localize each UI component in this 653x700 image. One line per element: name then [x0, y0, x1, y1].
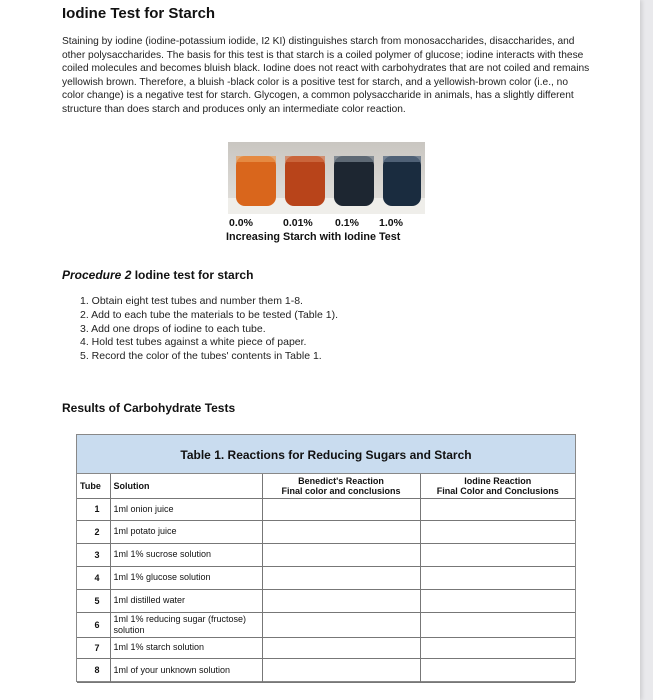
benedict-label: Benedict's Reaction	[298, 475, 384, 486]
intro-paragraph: Staining by iodine (iodine-potassium iodide, I2 KI) distinguishes starch from monosaccharides, disaccharides, and other polysaccharides. The basis for this test is that starch is a coiled polymer of glucose; iodine interacts with these coiled molecules and becomes bluish black. Iodine does not react with carbohydrates that are not coiled and remains yellowish brown. Therefore, a bluish -black color is a positive test for starch, and a yellowish-brown color (i.e., no color change) is a negative test for starch. Glycogen, a common polysaccharide in animals, has a slightly different structure than does starch and produces only an intermediate color reaction.	[62, 36, 590, 115]
table-row	[77, 658, 575, 682]
solution-cell: 1ml potato juice	[110, 520, 262, 543]
col-header-solution: Solution	[110, 474, 262, 498]
test-tube-1	[236, 156, 276, 206]
table-header-row	[77, 474, 575, 498]
solution-cell: 1ml 1% starch solution	[110, 637, 262, 658]
tube-label: 0.01%	[283, 217, 313, 229]
table-row	[77, 498, 575, 520]
results-heading: Results of Carbohydrate Tests	[62, 401, 236, 415]
solution-cell: 1ml onion juice	[110, 498, 262, 520]
benedict-cell[interactable]	[262, 566, 420, 589]
benedict-cell[interactable]	[262, 498, 420, 520]
benedict-sublabel: Final color and conclusions	[281, 485, 401, 496]
procedure-step: 5. Record the color of the tubes' contents in Table 1.	[80, 350, 322, 363]
solution-cell: 1ml 1% reducing sugar (fructose) solution	[110, 612, 262, 637]
iodine-sublabel: Final Color and Conclusions	[436, 485, 559, 496]
results-grid	[77, 474, 575, 683]
col-header-tube: Tube	[77, 474, 110, 498]
solution-cell: 1ml 1% glucose solution	[110, 566, 262, 589]
procedure-step: 2. Add to each tube the materials to be tested (Table 1).	[80, 308, 338, 321]
procedure-heading	[62, 268, 253, 282]
table-row	[77, 566, 575, 589]
iodine-cell[interactable]	[420, 566, 575, 589]
procedure-steps	[80, 295, 338, 364]
solution-cell: 1ml 1% sucrose solution	[110, 543, 262, 566]
test-tube-3	[334, 156, 374, 206]
iodine-label: Iodine Reaction	[464, 475, 532, 486]
tube-label: 0.0%	[229, 217, 253, 229]
tube-number: 4	[77, 566, 110, 589]
procedure-name: Iodine test for starch	[131, 268, 254, 282]
tube-number: 3	[77, 543, 110, 566]
procedure-step: 4. Hold test tubes against a white piece of paper.	[80, 336, 307, 349]
test-tube-2	[285, 156, 325, 206]
table-row	[77, 589, 575, 612]
procedure-step: 3. Add one drops of iodine to each tube.	[80, 322, 266, 335]
tube-number: 6	[77, 612, 110, 637]
tube-number: 5	[77, 589, 110, 612]
iodine-test-photo	[228, 142, 425, 214]
test-tube-4	[383, 156, 421, 206]
tube-number: 1	[77, 498, 110, 520]
iodine-cell[interactable]	[420, 589, 575, 612]
iodine-cell[interactable]	[420, 498, 575, 520]
table-row	[77, 543, 575, 566]
solution-cell: 1ml distilled water	[110, 589, 262, 612]
iodine-cell[interactable]	[420, 612, 575, 637]
table-row	[77, 520, 575, 543]
tube-number: 8	[77, 658, 110, 682]
solution-cell: 1ml of your unknown solution	[110, 658, 262, 682]
page-title: Iodine Test for Starch	[62, 5, 216, 22]
benedict-cell[interactable]	[262, 520, 420, 543]
benedict-cell[interactable]	[262, 612, 420, 637]
figure-caption: Increasing Starch with Iodine Test	[226, 231, 401, 243]
table-row	[77, 637, 575, 658]
tube-number: 2	[77, 520, 110, 543]
benedict-cell[interactable]	[262, 589, 420, 612]
col-header-benedict	[262, 474, 420, 498]
table-row	[77, 612, 575, 637]
benedict-cell[interactable]	[262, 637, 420, 658]
reactions-table	[76, 434, 576, 682]
iodine-cell[interactable]	[420, 543, 575, 566]
procedure-step: 1. Obtain eight test tubes and number them 1-8.	[80, 295, 303, 307]
iodine-cell[interactable]	[420, 658, 575, 682]
tube-number: 7	[77, 637, 110, 658]
table-title: Table 1. Reactions for Reducing Sugars and Starch	[77, 435, 575, 474]
benedict-cell[interactable]	[262, 658, 420, 682]
tube-label: 1.0%	[379, 217, 403, 229]
benedict-cell[interactable]	[262, 543, 420, 566]
iodine-cell[interactable]	[420, 637, 575, 658]
col-header-iodine	[420, 474, 575, 498]
tube-label: 0.1%	[335, 217, 359, 229]
procedure-number: Procedure 2	[62, 268, 132, 282]
iodine-cell[interactable]	[420, 520, 575, 543]
